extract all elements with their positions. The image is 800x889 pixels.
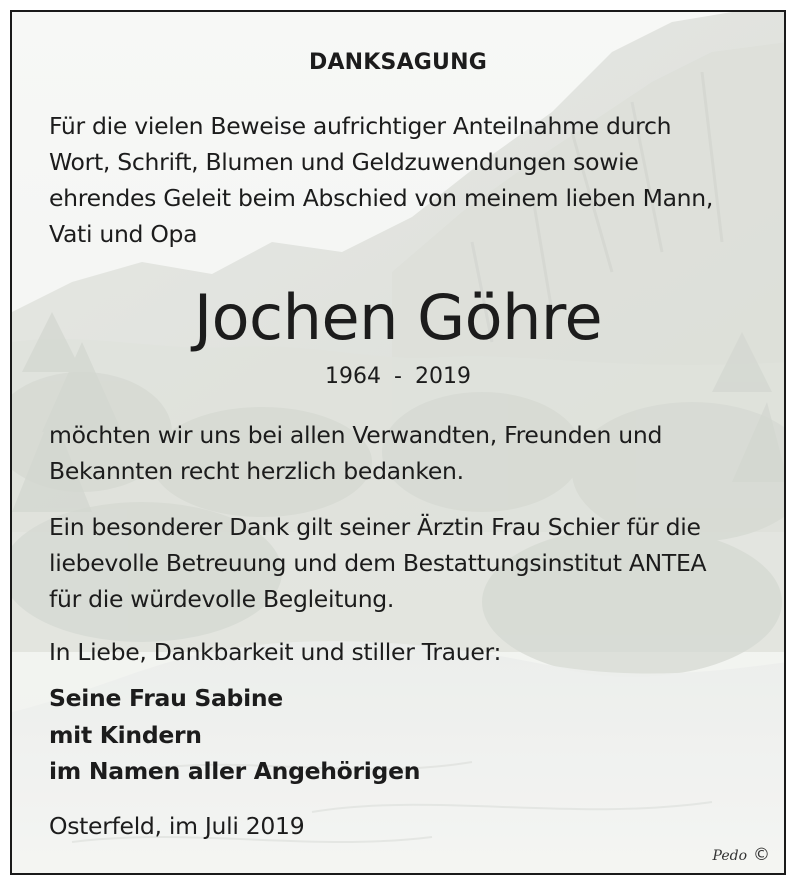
intro-line: Vati und Opa [49,220,198,248]
thanks-paragraph [49,417,769,489]
credit-signature: Pedo [712,848,747,864]
life-years: 1964 - 2019 [325,364,471,389]
signer-line: mit Kindern [49,720,202,749]
place-date: Osterfeld, im Juli 2019 [49,812,305,840]
special-thanks-line: liebevolle Betreuung und dem Bestattungsinstitut ANTEA [49,549,707,577]
deceased-name: Jochen Göhre [193,281,603,354]
notice-heading: DANKSAGUNG [308,50,487,75]
intro-line: Für die vielen Beweise aufrichtiger Anteilnahme durch [49,112,672,140]
publisher-credit [713,845,770,865]
intro-paragraph [49,108,769,252]
obituary-notice [10,10,786,875]
special-thanks-line: Ein besonderer Dank gilt seiner Ärztin Frau Schier für die [49,513,701,541]
intro-line: ehrendes Geleit beim Abschied von meinem lieben Mann, [49,184,714,212]
copyright-symbol: © [753,845,770,865]
signers-block [49,680,420,790]
intro-line: Wort, Schrift, Blumen und Geldzuwendungen sowie [49,148,639,176]
special-thanks-line: für die würdevolle Begleitung. [49,585,395,613]
special-thanks-paragraph [49,509,769,617]
thanks-line: Bekannten recht herzlich bedanken. [49,457,464,485]
notice-content [12,12,784,873]
closing-line: In Liebe, Dankbarkeit und stiller Trauer: [49,638,502,666]
thanks-line: möchten wir uns bei allen Verwandten, Freunden und [49,421,663,449]
signer-line: im Namen aller Angehörigen [49,757,421,785]
signer-line: Seine Frau Sabine [49,684,283,712]
